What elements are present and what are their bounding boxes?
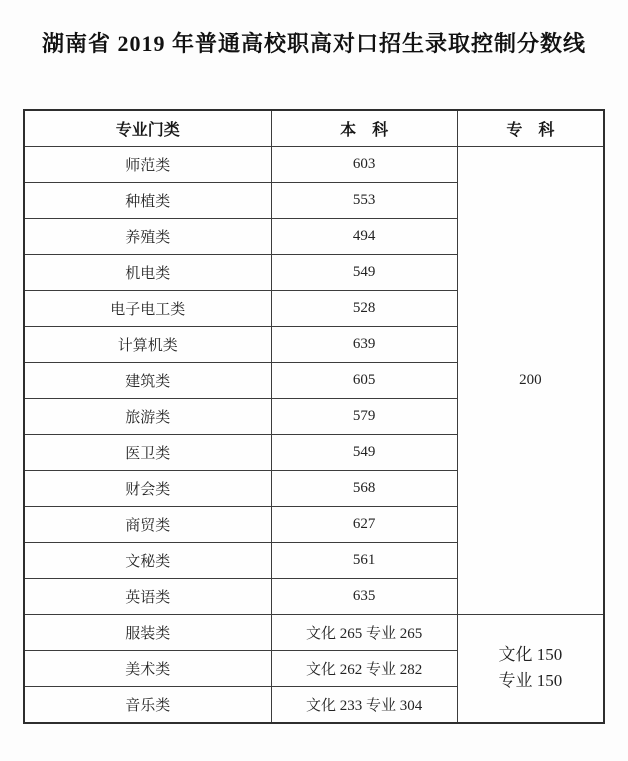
benke-cell: 文化 262 专业 282 (271, 650, 457, 686)
benke-cell: 627 (271, 506, 457, 542)
category-cell: 计算机类 (24, 326, 271, 362)
benke-cell: 文化 265 专业 265 (271, 614, 457, 650)
score-table (23, 109, 605, 724)
benke-cell: 528 (271, 290, 457, 326)
benke-cell: 553 (271, 182, 457, 218)
table-row (24, 146, 604, 182)
benke-cell: 561 (271, 542, 457, 578)
zhuanke-merged-cell-general: 200 (457, 146, 604, 614)
benke-cell: 635 (271, 578, 457, 614)
category-cell: 英语类 (24, 578, 271, 614)
col-header-category: 专业门类 (24, 110, 271, 147)
benke-cell: 603 (271, 146, 457, 182)
category-cell: 旅游类 (24, 398, 271, 434)
col-header-benke: 本 科 (271, 110, 457, 147)
category-cell: 养殖类 (24, 218, 271, 254)
category-cell: 音乐类 (24, 686, 271, 723)
category-cell: 种植类 (24, 182, 271, 218)
benke-cell: 549 (271, 434, 457, 470)
page-title: 湖南省 2019 年普通高校职高对口招生录取控制分数线 (41, 31, 586, 56)
benke-cell: 549 (271, 254, 457, 290)
benke-cell: 568 (271, 470, 457, 506)
zhuanke-arts-major-line: 专业 150 (498, 671, 563, 691)
benke-cell: 文化 233 专业 304 (271, 686, 457, 723)
category-cell: 师范类 (24, 146, 271, 182)
category-cell: 机电类 (24, 254, 271, 290)
benke-cell: 639 (271, 326, 457, 362)
table-header-row (24, 110, 604, 147)
category-cell: 财会类 (24, 470, 271, 506)
col-header-zhuanke: 专 科 (457, 110, 604, 147)
benke-cell: 605 (271, 362, 457, 398)
zhuanke-merged-cell-arts (457, 614, 604, 723)
benke-cell: 494 (271, 218, 457, 254)
category-cell: 建筑类 (24, 362, 271, 398)
category-cell: 商贸类 (24, 506, 271, 542)
category-cell: 文秘类 (24, 542, 271, 578)
category-cell: 美术类 (24, 650, 271, 686)
zhuanke-arts-culture-line: 文化 150 (498, 644, 563, 664)
table-row (24, 614, 604, 650)
benke-cell: 579 (271, 398, 457, 434)
category-cell: 电子电工类 (24, 290, 271, 326)
category-cell: 服装类 (24, 614, 271, 650)
category-cell: 医卫类 (24, 434, 271, 470)
